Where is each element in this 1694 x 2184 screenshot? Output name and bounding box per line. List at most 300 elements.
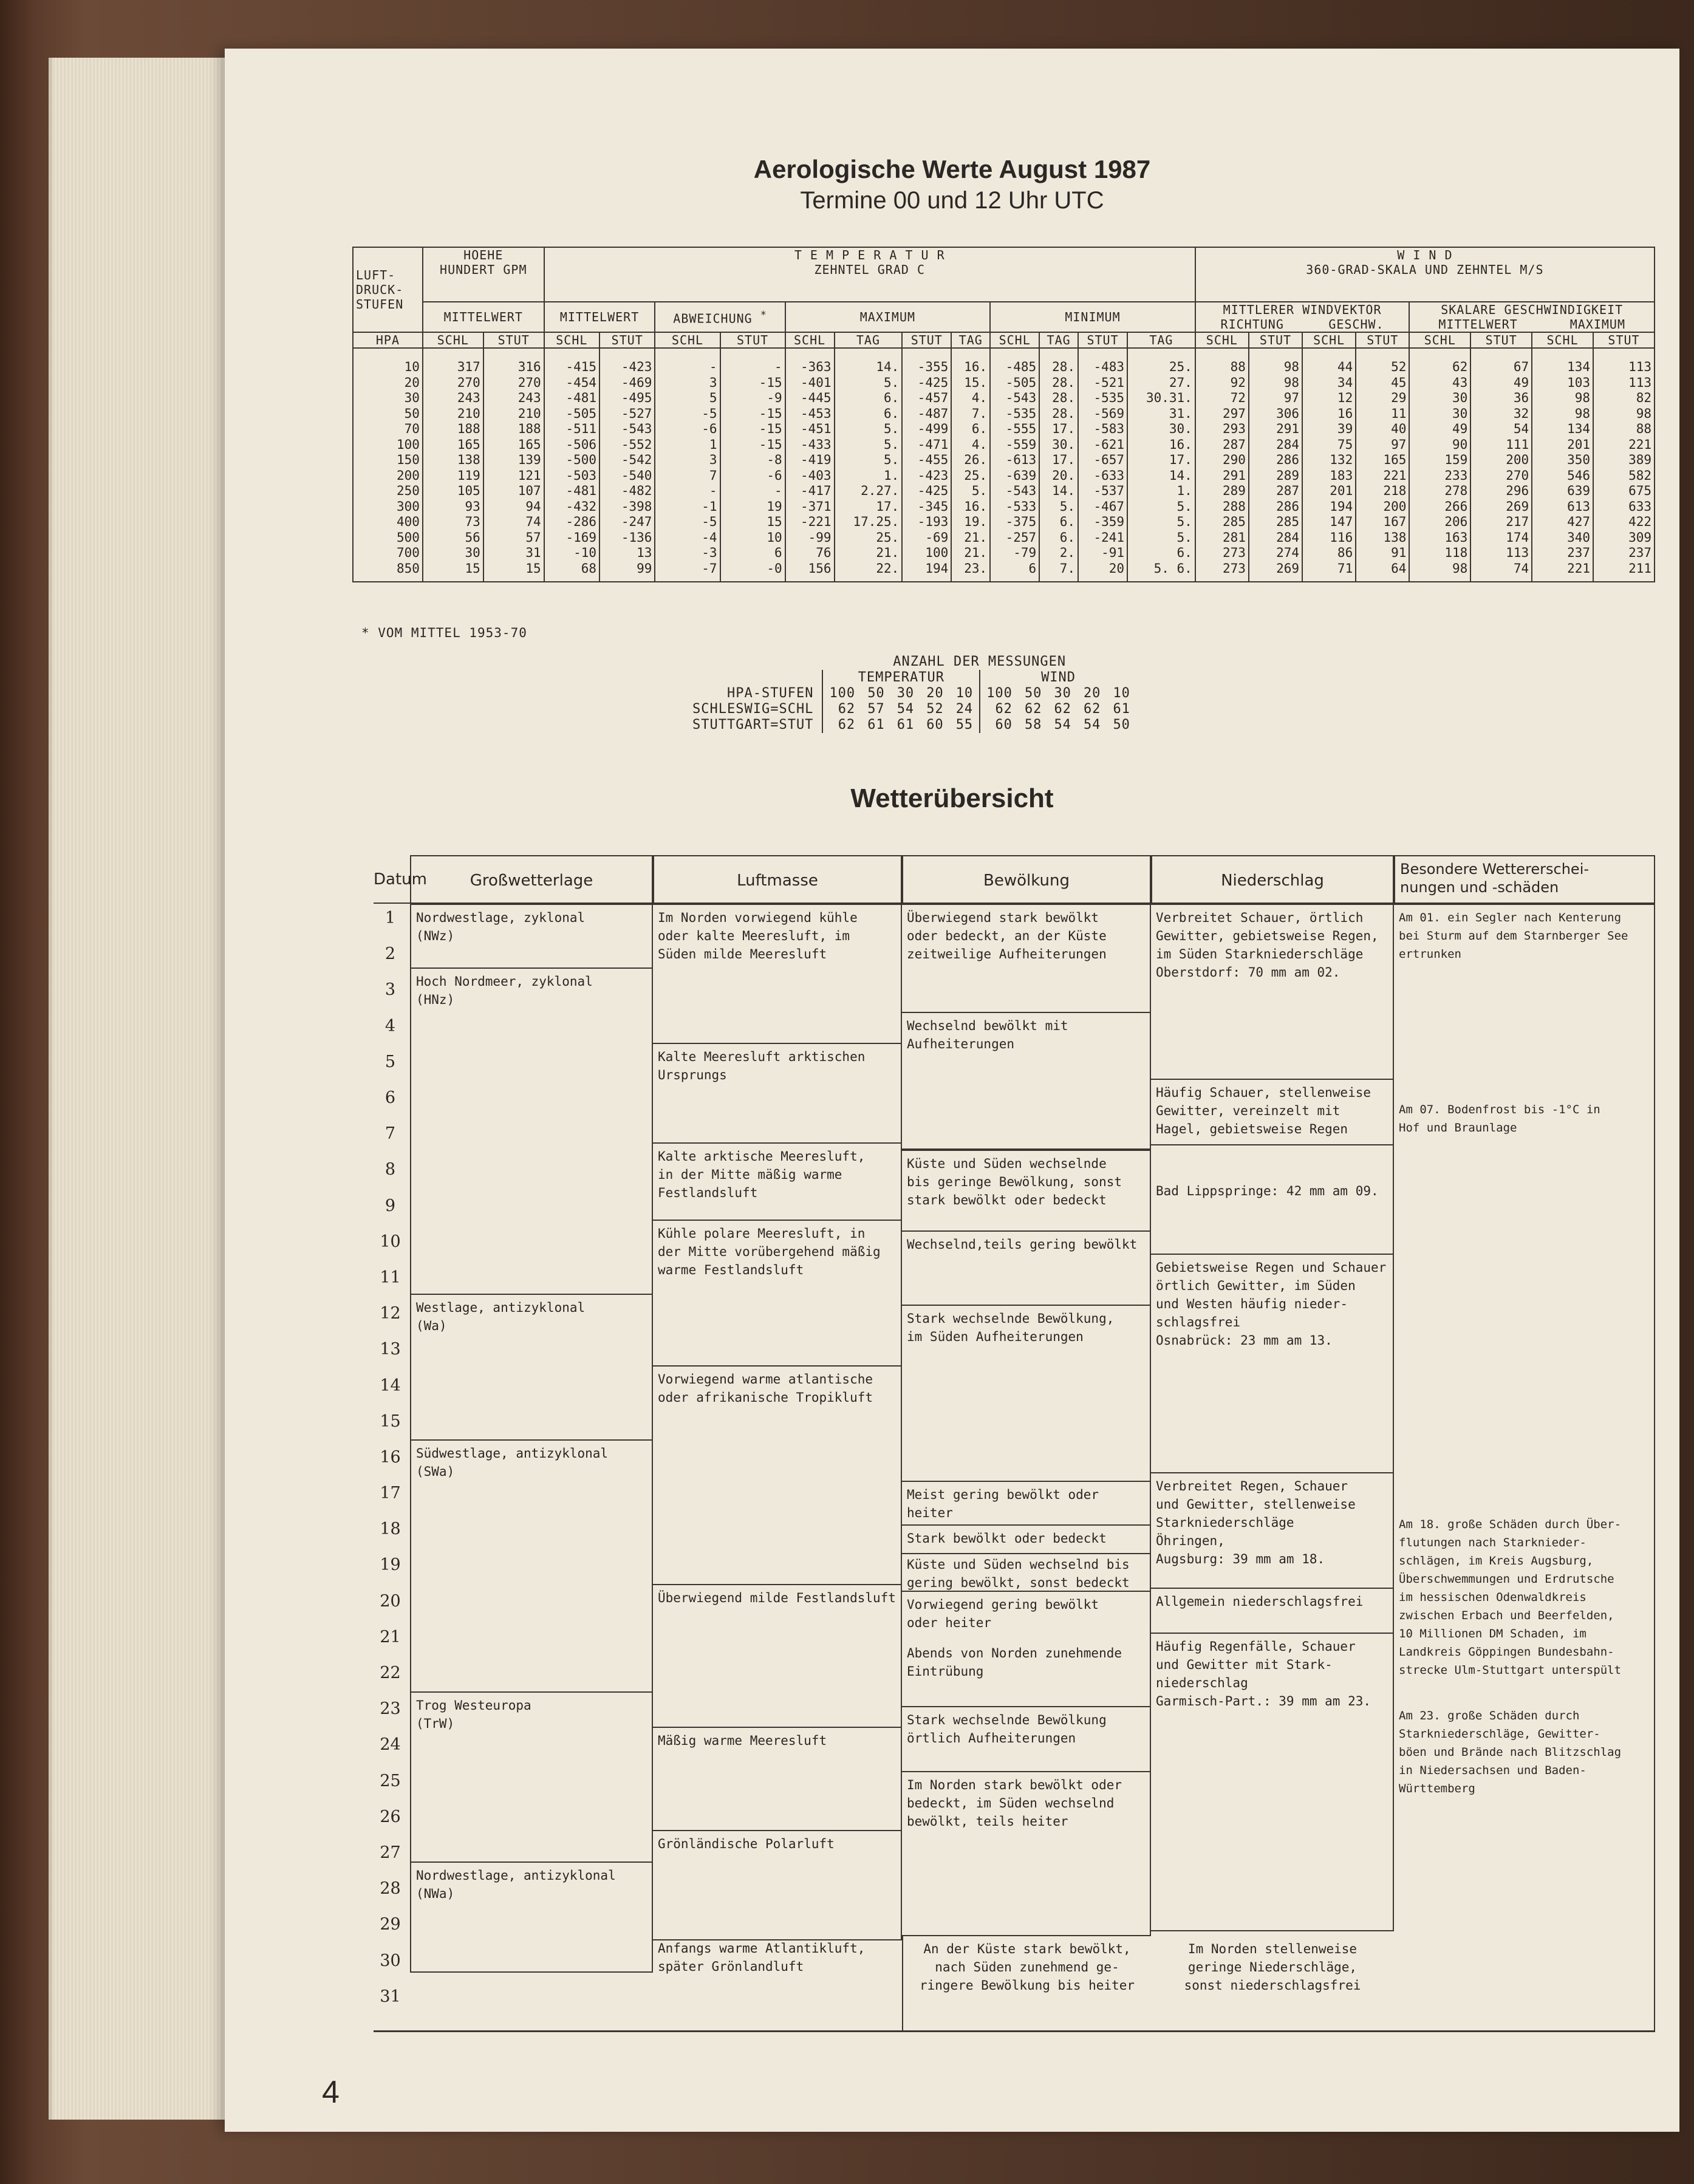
aero-cell: 317 xyxy=(423,348,483,375)
aero-cell: -8 xyxy=(720,452,785,468)
datum-day: 27 xyxy=(380,1843,401,1863)
col-head-luftdruck: LUFT- DRUCK- STUFEN xyxy=(353,247,423,332)
grosswetterlage-5: Trog Westeuropa (TrW) xyxy=(410,1693,653,1863)
aero-cell: 582 xyxy=(1593,468,1655,484)
aero-cell: 183 xyxy=(1302,468,1356,484)
aero-cell: 92 xyxy=(1195,375,1249,391)
aero-cell: 281 xyxy=(1195,530,1249,546)
count-cell: 10 xyxy=(1113,686,1130,701)
counts-levels-row xyxy=(686,686,1136,701)
aero-cell: 850 xyxy=(353,561,423,582)
aero-cell: 165 xyxy=(483,437,544,453)
aero-cell: 285 xyxy=(1195,514,1249,530)
aero-cell: 50 xyxy=(353,406,423,422)
datum-day: 9 xyxy=(384,1196,396,1215)
aero-cell: 28. xyxy=(1039,348,1078,375)
luftmasse-2: Kalte Meeresluft arktischen Ursprungs xyxy=(653,1044,902,1144)
aero-cell: 76 xyxy=(785,545,835,561)
header-bewoelkung: Bewölkung xyxy=(902,855,1151,904)
aero-cell: 86 xyxy=(1302,545,1356,561)
aero-cell: -639 xyxy=(990,468,1039,484)
aero-cell: -537 xyxy=(1078,483,1127,499)
aero-cell: 1. xyxy=(835,468,903,484)
aero-cell: 7. xyxy=(951,406,990,422)
header-luftmasse: Luftmasse xyxy=(653,855,902,904)
datum-day: 16 xyxy=(380,1447,401,1467)
aero-cell: -7 xyxy=(655,561,720,582)
bewoelkung-9a: Vorwiegend gering bewölkt oder heiter xyxy=(907,1597,1099,1630)
aero-cell: 113 xyxy=(1470,545,1532,561)
aero-cell: -3 xyxy=(655,545,720,561)
aero-cell: 269 xyxy=(1470,499,1532,515)
aero-cell: 278 xyxy=(1409,483,1470,499)
counts-stuttgart-row xyxy=(686,717,1136,733)
page-title: Aerologische Werte August 1987 xyxy=(753,155,1151,183)
aero-cell: -401 xyxy=(785,375,835,391)
niederschlag-7: Häufig Regenfälle, Schauer und Gewitter mit Stark- niederschlag Garmisch-Part.: 39 mm am 23. xyxy=(1151,1634,1394,1931)
aero-cell: - xyxy=(655,483,720,499)
aero-cell: 25. xyxy=(951,468,990,484)
aero-cell: 21. xyxy=(951,545,990,561)
luftmasse-1: Im Norden vorwiegend kühle oder kalte Meeresluft, im Süden milde Meeresluft xyxy=(653,904,902,1044)
aero-cell: -505 xyxy=(990,375,1039,391)
aero-cell: -417 xyxy=(785,483,835,499)
aero-cell: 21. xyxy=(951,530,990,546)
aero-row xyxy=(353,375,1655,391)
aero-cell: 6. xyxy=(835,406,903,422)
aero-cell: 613 xyxy=(1532,499,1593,515)
aero-cell: -15 xyxy=(720,375,785,391)
aero-cell: 121 xyxy=(483,468,544,484)
niederschlag-3: Bad Lippspringe: 42 mm am 09. xyxy=(1151,1145,1394,1255)
datum-day: 6 xyxy=(384,1088,396,1107)
aero-cell: 2.27. xyxy=(835,483,903,499)
bewoelkung-2: Wechselnd bewölkt mit Aufheiterungen xyxy=(902,1013,1151,1150)
aero-cell: -559 xyxy=(990,437,1039,453)
aero-cell: 134 xyxy=(1532,348,1593,375)
counts-schleswig-label: SCHLESWIG=SCHL xyxy=(686,701,822,717)
aero-cell: -6 xyxy=(655,421,720,437)
datum-day: 5 xyxy=(384,1052,396,1071)
aero-cell: 1 xyxy=(655,437,720,453)
aero-cell: -453 xyxy=(785,406,835,422)
datum-day: 29 xyxy=(380,1915,401,1934)
aero-cell: -527 xyxy=(599,406,655,422)
datum-day: 23 xyxy=(380,1699,401,1719)
aero-cell: 188 xyxy=(483,421,544,437)
datum-day: 12 xyxy=(380,1304,401,1323)
bewoelkung-4: Wechselnd,teils gering bewölkt xyxy=(902,1232,1151,1306)
aero-cell: 5 xyxy=(655,391,720,406)
aero-row xyxy=(353,437,1655,453)
aero-cell: -569 xyxy=(1078,406,1127,422)
datum-day: 26 xyxy=(380,1807,401,1826)
aero-cell: 7 xyxy=(655,468,720,484)
temp-maximum: MAXIMUM xyxy=(785,302,991,332)
header-niederschlag: Niederschlag xyxy=(1151,855,1394,904)
count-cell: 30 xyxy=(1054,686,1071,701)
datum-day: 22 xyxy=(380,1664,401,1683)
count-cell: 55 xyxy=(950,717,980,733)
aero-cell: 88 xyxy=(1593,421,1655,437)
aero-cell: 288 xyxy=(1195,499,1249,515)
aero-cell: 113 xyxy=(1593,348,1655,375)
aero-cell: 284 xyxy=(1249,530,1302,546)
counts-stuttgart-label: STUTTGART=STUT xyxy=(686,717,822,733)
aero-cell: 3 xyxy=(655,452,720,468)
aero-cell: -535 xyxy=(1078,391,1127,406)
aero-cell: -1 xyxy=(655,499,720,515)
aero-cell: -457 xyxy=(902,391,951,406)
aero-cell: 45 xyxy=(1356,375,1409,391)
datum-day: 24 xyxy=(380,1735,401,1755)
aero-cell: -500 xyxy=(544,452,599,468)
temperatur-label: T E M P E R A T U R xyxy=(794,248,945,262)
aero-cell: 10 xyxy=(720,530,785,546)
measurement-counts-table xyxy=(686,654,1136,733)
count-cell: 30 xyxy=(897,686,915,701)
subheader-row: HPA SCHL STUT SCHL STUT SCHL STUT SCHL TAG STUT TAG SCHL TAG STUT TAG SCHL STUT SCHL STUT SCHL STUT SCHL STUT xyxy=(353,332,1655,348)
aero-cell: - xyxy=(720,483,785,499)
aero-cell: 270 xyxy=(1470,468,1532,484)
aero-cell: -543 xyxy=(990,391,1039,406)
aero-cell: 147 xyxy=(1302,514,1356,530)
aero-cell: 296 xyxy=(1470,483,1532,499)
aero-cell: 15 xyxy=(483,561,544,582)
grosswetterlage-6: Nordwestlage, antizyklonal (NWa) xyxy=(410,1863,653,1973)
aero-cell: -451 xyxy=(785,421,835,437)
aero-cell: 287 xyxy=(1195,437,1249,453)
grosswetterlage-3: Westlage, antizyklonal (Wa) xyxy=(410,1295,653,1441)
counts-schleswig-row xyxy=(686,701,1136,717)
count-cell: 60 xyxy=(995,717,1013,732)
aero-cell: -286 xyxy=(544,514,599,530)
aero-cell: 16. xyxy=(1127,437,1195,453)
datum-day: 31 xyxy=(380,1987,401,2006)
aero-cell: 2. xyxy=(1039,545,1078,561)
aero-cell: 90 xyxy=(1409,437,1470,453)
luftmasse-4: Kühle polare Meeresluft, in der Mitte vorübergehend mäßig warme Festlandsluft xyxy=(653,1221,902,1367)
footnote: * VOM MITTEL 1953-70 xyxy=(361,626,527,640)
bewoelkung-1: Überwiegend stark bewölkt oder bedeckt, an der Küste zeitweilige Aufheiterungen xyxy=(902,904,1151,1013)
aero-cell: 16 xyxy=(1302,406,1356,422)
aero-cell: 221 xyxy=(1356,468,1409,484)
aero-cell: 132 xyxy=(1302,452,1356,468)
count-cell: 58 xyxy=(1024,717,1042,732)
aero-cell: -506 xyxy=(544,437,599,453)
aero-cell: -483 xyxy=(1078,348,1127,375)
aero-cell: 28. xyxy=(1039,375,1078,391)
aero-cell: 25. xyxy=(1127,348,1195,375)
aero-cell: 21. xyxy=(835,545,903,561)
aero-cell: 19 xyxy=(720,499,785,515)
aero-cell: 206 xyxy=(1409,514,1470,530)
aerology-table xyxy=(352,247,1655,582)
aero-cell: -247 xyxy=(599,514,655,530)
luftmasse-5: Vorwiegend warme atlantische oder afrikanische Tropikluft xyxy=(653,1367,902,1585)
aero-cell: -481 xyxy=(544,391,599,406)
count-cell: 62 xyxy=(995,701,1013,717)
aero-cell: 188 xyxy=(423,421,483,437)
bewoelkung-7: Stark bewölkt oder bedeckt xyxy=(902,1526,1151,1554)
aero-cell: 150 xyxy=(353,452,423,468)
aero-cell: 306 xyxy=(1249,406,1302,422)
counts-wind: WIND xyxy=(1041,670,1076,685)
aero-cell: 31. xyxy=(1127,406,1195,422)
aero-cell: -257 xyxy=(990,530,1039,546)
aero-cell: 285 xyxy=(1249,514,1302,530)
datum-day: 13 xyxy=(380,1340,401,1359)
aero-cell: -495 xyxy=(599,391,655,406)
aero-cell: 72 xyxy=(1195,391,1249,406)
aero-cell: 6. xyxy=(835,391,903,406)
bewoelkung-3: Küste und Süden wechselnde bis geringe Bewölkung, sonst stark bewölkt oder bedeckt xyxy=(902,1150,1151,1232)
datum-day: 19 xyxy=(380,1555,401,1575)
aero-row xyxy=(353,391,1655,406)
count-cell: 10 xyxy=(950,686,980,701)
aero-cell: -359 xyxy=(1078,514,1127,530)
aero-cell: -4 xyxy=(655,530,720,546)
datum-day: 8 xyxy=(384,1160,396,1179)
aero-cell: 6 xyxy=(720,545,785,561)
aero-cell: 237 xyxy=(1593,545,1655,561)
aero-cell: -169 xyxy=(544,530,599,546)
aero-cell: 36 xyxy=(1470,391,1532,406)
aero-cell: 99 xyxy=(599,561,655,582)
aero-cell: 113 xyxy=(1593,375,1655,391)
aero-cell: 30 xyxy=(353,391,423,406)
aero-row xyxy=(353,452,1655,468)
aero-row xyxy=(353,514,1655,530)
datum-day: 15 xyxy=(380,1411,401,1431)
aero-cell: 270 xyxy=(423,375,483,391)
aero-cell: 20 xyxy=(1078,561,1127,582)
datum-day: 3 xyxy=(384,980,396,1000)
page-number: 4 xyxy=(322,2075,340,2110)
aero-cell: -542 xyxy=(599,452,655,468)
col-head-hoehe: HOEHE HUNDERT GPM xyxy=(423,247,544,302)
aero-cell: 91 xyxy=(1356,545,1409,561)
aero-cell: 270 xyxy=(483,375,544,391)
aero-cell: 30. xyxy=(1039,437,1078,453)
aero-cell: 5. xyxy=(835,437,903,453)
aero-cell: 97 xyxy=(1249,391,1302,406)
datum-day: 14 xyxy=(380,1376,401,1395)
besondere-3: Am 18. große Schäden durch Über- flutungen nach Starknieder- schlägen, im Kreis Augsburg, Überschwemmungen und Erdrutsche im hessischen Odenwaldkreis zwischen Erbach und Beerfelden, 10 Millionen DM Schaden, im Landkreis Göppingen Bundesbahn- strecke Ulm-Stuttgart unterspült xyxy=(1399,1518,1622,1677)
count-cell: 50 xyxy=(867,686,885,701)
aero-cell: 273 xyxy=(1195,561,1249,582)
aero-cell: 427 xyxy=(1532,514,1593,530)
aero-cell: 273 xyxy=(1195,545,1249,561)
aero-cell: 88 xyxy=(1195,348,1249,375)
aero-cell: -485 xyxy=(990,348,1039,375)
hoehe-mittelwert: MITTELWERT xyxy=(423,302,544,332)
besondere-1: Am 01. ein Segler nach Kenterung bei Sturm auf dem Starnberger See ertrunken xyxy=(1399,911,1628,961)
aero-cell: 7. xyxy=(1039,561,1078,582)
besondere-2: Am 07. Bodenfrost bis -1°C in Hof und Braunlage xyxy=(1399,1103,1600,1135)
aero-cell: 546 xyxy=(1532,468,1593,484)
aero-cell: -355 xyxy=(902,348,951,375)
aero-row xyxy=(353,561,1655,582)
weather-overview-table xyxy=(374,855,1655,2030)
aero-row xyxy=(353,421,1655,437)
aero-cell: -535 xyxy=(990,406,1039,422)
aero-cell: 287 xyxy=(1249,483,1302,499)
aero-cell: 62 xyxy=(1409,348,1470,375)
bewoelkung-11: Im Norden stark bewölkt oder bedeckt, im Süden wechselnd bewölkt, teils heiter xyxy=(902,1772,1151,1936)
temp-mittelwert: MITTELWERT xyxy=(544,302,655,332)
luftmasse-3: Kalte arktische Meeresluft, in der Mitte mäßig warme Festlandsluft xyxy=(653,1144,902,1221)
aero-cell: 174 xyxy=(1470,530,1532,546)
aero-cell: 17.25. xyxy=(835,514,903,530)
aero-cell: -540 xyxy=(599,468,655,484)
aero-cell: -521 xyxy=(1078,375,1127,391)
aero-cell: 6 xyxy=(990,561,1039,582)
aero-cell: 5. xyxy=(835,421,903,437)
aero-row xyxy=(353,499,1655,515)
datum-day: 20 xyxy=(380,1591,401,1611)
aero-cell: 243 xyxy=(423,391,483,406)
aero-cell: 6. xyxy=(1039,530,1078,546)
count-cell: 50 xyxy=(1024,686,1042,701)
grosswetterlage-1: Nordwestlage, zyklonal (NWz) xyxy=(410,904,653,969)
datum-day: 2 xyxy=(384,944,396,964)
aero-cell: -543 xyxy=(599,421,655,437)
aero-cell: 291 xyxy=(1249,421,1302,437)
count-cell: 60 xyxy=(926,717,944,732)
niederschlag-2: Häufig Schauer, stellenweise Gewitter, vereinzelt mit Hagel, gebietsweise Regen xyxy=(1151,1080,1394,1145)
aero-cell: 210 xyxy=(423,406,483,422)
aero-cell: 400 xyxy=(353,514,423,530)
aero-cell: 29 xyxy=(1356,391,1409,406)
aero-cell: -425 xyxy=(902,483,951,499)
aero-cell: -469 xyxy=(599,375,655,391)
bewoelkung-9 xyxy=(902,1592,1151,1707)
aero-cell: 75 xyxy=(1302,437,1356,453)
aero-cell: 316 xyxy=(483,348,544,375)
temp-minimum: MINIMUM xyxy=(990,302,1195,332)
bewoelkung-6: Meist gering bewölkt oder heiter xyxy=(902,1482,1151,1526)
aero-cell: 34 xyxy=(1302,375,1356,391)
aero-cell: 218 xyxy=(1356,483,1409,499)
aero-cell: -503 xyxy=(544,468,599,484)
aero-cell: -79 xyxy=(990,545,1039,561)
aero-cell: 700 xyxy=(353,545,423,561)
aero-cell: -6 xyxy=(720,468,785,484)
aero-cell: 28. xyxy=(1039,391,1078,406)
wind-mittlerer-windvektor: MITTLERER WINDVEKTOR RICHTUNG GESCHW. xyxy=(1195,302,1410,332)
aero-cell: 5. xyxy=(1127,499,1195,515)
aero-row xyxy=(353,545,1655,561)
aero-cell: 107 xyxy=(483,483,544,499)
aero-cell: 49 xyxy=(1470,375,1532,391)
aero-cell: -543 xyxy=(990,483,1039,499)
aero-cell: -398 xyxy=(599,499,655,515)
page-stack-edge xyxy=(49,58,253,2120)
aero-cell: 15 xyxy=(423,561,483,582)
aero-cell: 200 xyxy=(1470,452,1532,468)
aero-cell: 67 xyxy=(1470,348,1532,375)
luftmasse-6: Überwiegend milde Festlandsluft xyxy=(653,1585,902,1728)
aero-cell: 289 xyxy=(1195,483,1249,499)
count-cell: 52 xyxy=(926,701,944,717)
weather-table-bottom-rule xyxy=(374,2030,1655,2032)
aero-cell: 159 xyxy=(1409,452,1470,468)
datum-day: 17 xyxy=(380,1484,401,1503)
count-cell: 100 xyxy=(829,686,856,701)
aero-cell: 98 xyxy=(1593,406,1655,422)
aero-cell: 4. xyxy=(951,437,990,453)
niederschlag-6: Allgemein niederschlagsfrei xyxy=(1151,1589,1394,1634)
count-cell: 61 xyxy=(867,717,885,732)
aero-cell: 17. xyxy=(1039,421,1078,437)
counts-temperatur: TEMPERATUR xyxy=(822,670,980,686)
aero-cell: -633 xyxy=(1078,468,1127,484)
aero-cell: 289 xyxy=(1249,468,1302,484)
aero-cell: -221 xyxy=(785,514,835,530)
aero-cell: -15 xyxy=(720,406,785,422)
aero-cell: 167 xyxy=(1356,514,1409,530)
datum-day: 4 xyxy=(384,1016,396,1036)
aero-cell: 200 xyxy=(1356,499,1409,515)
count-cell: 62 xyxy=(1024,701,1042,717)
aero-cell: 11 xyxy=(1356,406,1409,422)
aero-cell: 57 xyxy=(483,530,544,546)
aero-cell: 28. xyxy=(1039,406,1078,422)
aero-cell: 269 xyxy=(1249,561,1302,582)
aero-cell: 6. xyxy=(1039,514,1078,530)
document-page xyxy=(225,49,1679,2132)
aero-cell: 309 xyxy=(1593,530,1655,546)
wind-label: W I N D xyxy=(1397,248,1453,262)
grosswetterlage-4: Südwestlage, antizyklonal (SWa) xyxy=(410,1441,653,1693)
aero-cell: 22. xyxy=(835,561,903,582)
aero-cell: 13 xyxy=(599,545,655,561)
aero-cell: 134 xyxy=(1532,421,1593,437)
aero-cell: -482 xyxy=(599,483,655,499)
aero-cell: -467 xyxy=(1078,499,1127,515)
aero-cell: 340 xyxy=(1532,530,1593,546)
aero-cell: 250 xyxy=(353,483,423,499)
bewoelkung-12: An der Küste stark bewölkt, nach Süden zunehmend ge- ringere Bewölkung bis heiter xyxy=(902,1936,1151,2030)
count-cell: 57 xyxy=(867,701,885,717)
col-head-temperatur xyxy=(544,247,1195,302)
aero-cell: 20. xyxy=(1039,468,1078,484)
aero-cell: 10 xyxy=(353,348,423,375)
aero-cell: -345 xyxy=(902,499,951,515)
aero-cell: 16. xyxy=(951,348,990,375)
aero-cell: 237 xyxy=(1532,545,1593,561)
aero-cell: 30. xyxy=(1127,421,1195,437)
luftmasse-8: Grönländische Polarluft xyxy=(653,1831,902,1940)
aero-cell: 500 xyxy=(353,530,423,546)
count-cell: 62 xyxy=(1054,701,1071,717)
aero-cell: 17. xyxy=(1127,452,1195,468)
aero-cell: 4. xyxy=(951,391,990,406)
aero-cell: -613 xyxy=(990,452,1039,468)
bewoelkung-9b: Abends von Norden zunehmende Eintrübung xyxy=(907,1646,1122,1679)
aero-cell: 221 xyxy=(1532,561,1593,582)
aero-cell: 98 xyxy=(1409,561,1470,582)
datum-day: 7 xyxy=(384,1124,396,1144)
aero-cell: -375 xyxy=(990,514,1039,530)
aero-cell: 286 xyxy=(1249,452,1302,468)
count-cell: 62 xyxy=(838,717,856,732)
aero-cell: -5 xyxy=(655,514,720,530)
datum-day: 11 xyxy=(380,1268,401,1287)
aero-cell: 201 xyxy=(1532,437,1593,453)
aero-cell: -555 xyxy=(990,421,1039,437)
